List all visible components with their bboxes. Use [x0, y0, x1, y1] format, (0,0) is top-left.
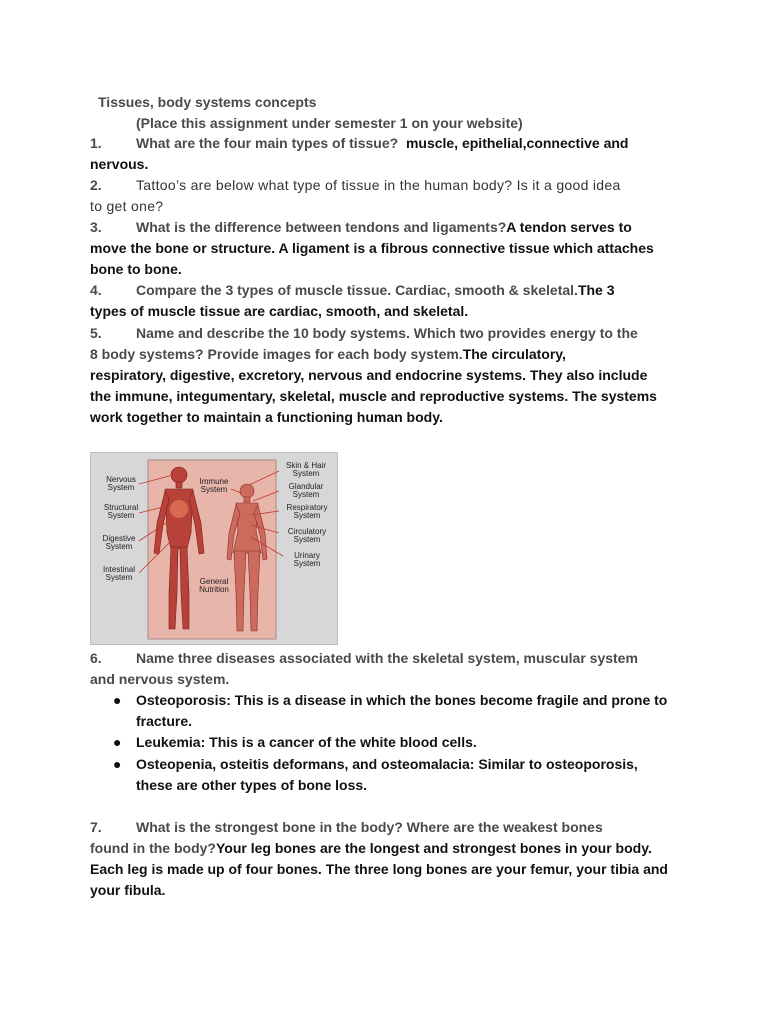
- answer-text: The 3: [577, 282, 615, 298]
- answer-text: muscle, epithelial,connective and: [405, 135, 629, 151]
- question-3: [90, 217, 690, 238]
- bullet-text: Osteopenia, osteitis deformans, and osteomalacia: Similar to osteoporosis,: [136, 756, 638, 772]
- question-1: [90, 133, 690, 154]
- question-5-continued: [90, 344, 690, 365]
- question-7-continued: [90, 838, 690, 859]
- question-text: Name three diseases associated with the skeletal system, muscular system: [136, 650, 638, 666]
- question-text: Tattoo’s are below what type of tissue in the human body? Is it a good idea: [136, 177, 621, 193]
- answer-text: nervous.: [90, 156, 149, 172]
- question-number: 3.: [90, 219, 102, 235]
- bullet-text: Leukemia: This is a cancer of the white blood cells.: [136, 734, 477, 750]
- label-nervous-system: Nervous System: [106, 475, 136, 492]
- answer-text: move the bone or structure. A ligament is a fibrous connective tissue which attaches: [90, 240, 654, 256]
- body-systems-illustration: [91, 453, 339, 646]
- question-text: What is the strongest bone in the body? Where are the weakest bones: [136, 819, 603, 835]
- bullet-dot: ●: [113, 692, 122, 708]
- bullet-text: fracture.: [136, 713, 193, 729]
- bullet-dot: ●: [113, 734, 122, 750]
- question-text: and nervous system.: [90, 671, 230, 687]
- question-number: 7.: [90, 819, 102, 835]
- question-text: What is the difference between tendons and ligaments?: [136, 219, 507, 235]
- answer-text: Each leg is made up of four bones. The three long bones are your femur, your tibia and: [90, 861, 668, 877]
- question-number: 4.: [90, 282, 102, 298]
- question-text: 8 body systems? Provide images for each body system.: [90, 346, 463, 362]
- answer-text: bone to bone.: [90, 261, 182, 277]
- answer-text: respiratory, digestive, excretory, nervous and endocrine systems. They also include: [90, 367, 648, 383]
- question-4: [90, 280, 690, 301]
- question-2: [90, 175, 690, 196]
- label-structural-system: Structural System: [103, 503, 139, 520]
- bullet-text: these are other types of bone loss.: [136, 777, 368, 793]
- answer-text: work together to maintain a functioning human body.: [90, 409, 443, 425]
- label-intestinal-system: Intestinal System: [102, 565, 136, 582]
- document-title: Tissues, body systems concepts: [98, 94, 317, 110]
- label-respiratory-system: Respiratory System: [286, 503, 328, 520]
- label-digestive-system: Digestive System: [102, 534, 136, 551]
- bullet-text: Osteoporosis: This is a disease in which the bones become fragile and prone to: [136, 692, 668, 708]
- male-organs: [170, 500, 188, 518]
- label-urinary-system: Urinary System: [293, 551, 321, 568]
- answer-text: your fibula.: [90, 882, 166, 898]
- question-5: [90, 323, 690, 344]
- question-text: to get one?: [90, 198, 164, 214]
- question-text: Name and describe the 10 body systems. Which two provides energy to the: [136, 325, 638, 341]
- answer-text: The circulatory,: [462, 346, 566, 362]
- answer-text: A tendon serves to: [506, 219, 632, 235]
- label-immune-system: Immune System: [199, 477, 229, 494]
- question-number: 1.: [90, 135, 102, 151]
- document-subtitle: (Place this assignment under semester 1 on your website): [136, 115, 523, 131]
- bullet-dot: ●: [113, 756, 122, 772]
- question-7: [90, 817, 690, 838]
- body-systems-figure: [90, 452, 338, 645]
- question-number: 2.: [90, 177, 102, 193]
- question-number: 5.: [90, 325, 102, 341]
- label-skin-hair-system: Skin & Hair System: [285, 461, 327, 478]
- question-text: What are the four main types of tissue?: [136, 135, 399, 151]
- question-number: 6.: [90, 650, 102, 666]
- question-text: Compare the 3 types of muscle tissue. Cardiac, smooth & skeletal.: [136, 282, 578, 298]
- answer-text: the immune, integumentary, skeletal, muscle and reproductive systems. The systems: [90, 388, 657, 404]
- answer-text: types of muscle tissue are cardiac, smooth, and skeletal.: [90, 303, 469, 319]
- question-text: found in the body?: [90, 840, 216, 856]
- label-circulatory-system: Circulatory System: [287, 527, 327, 544]
- question-6: [90, 648, 690, 669]
- answer-text: Your leg bones are the longest and strongest bones in your body.: [215, 840, 652, 856]
- label-general-nutrition: General Nutrition: [199, 577, 229, 594]
- label-glandular-system: Glandular System: [288, 482, 324, 499]
